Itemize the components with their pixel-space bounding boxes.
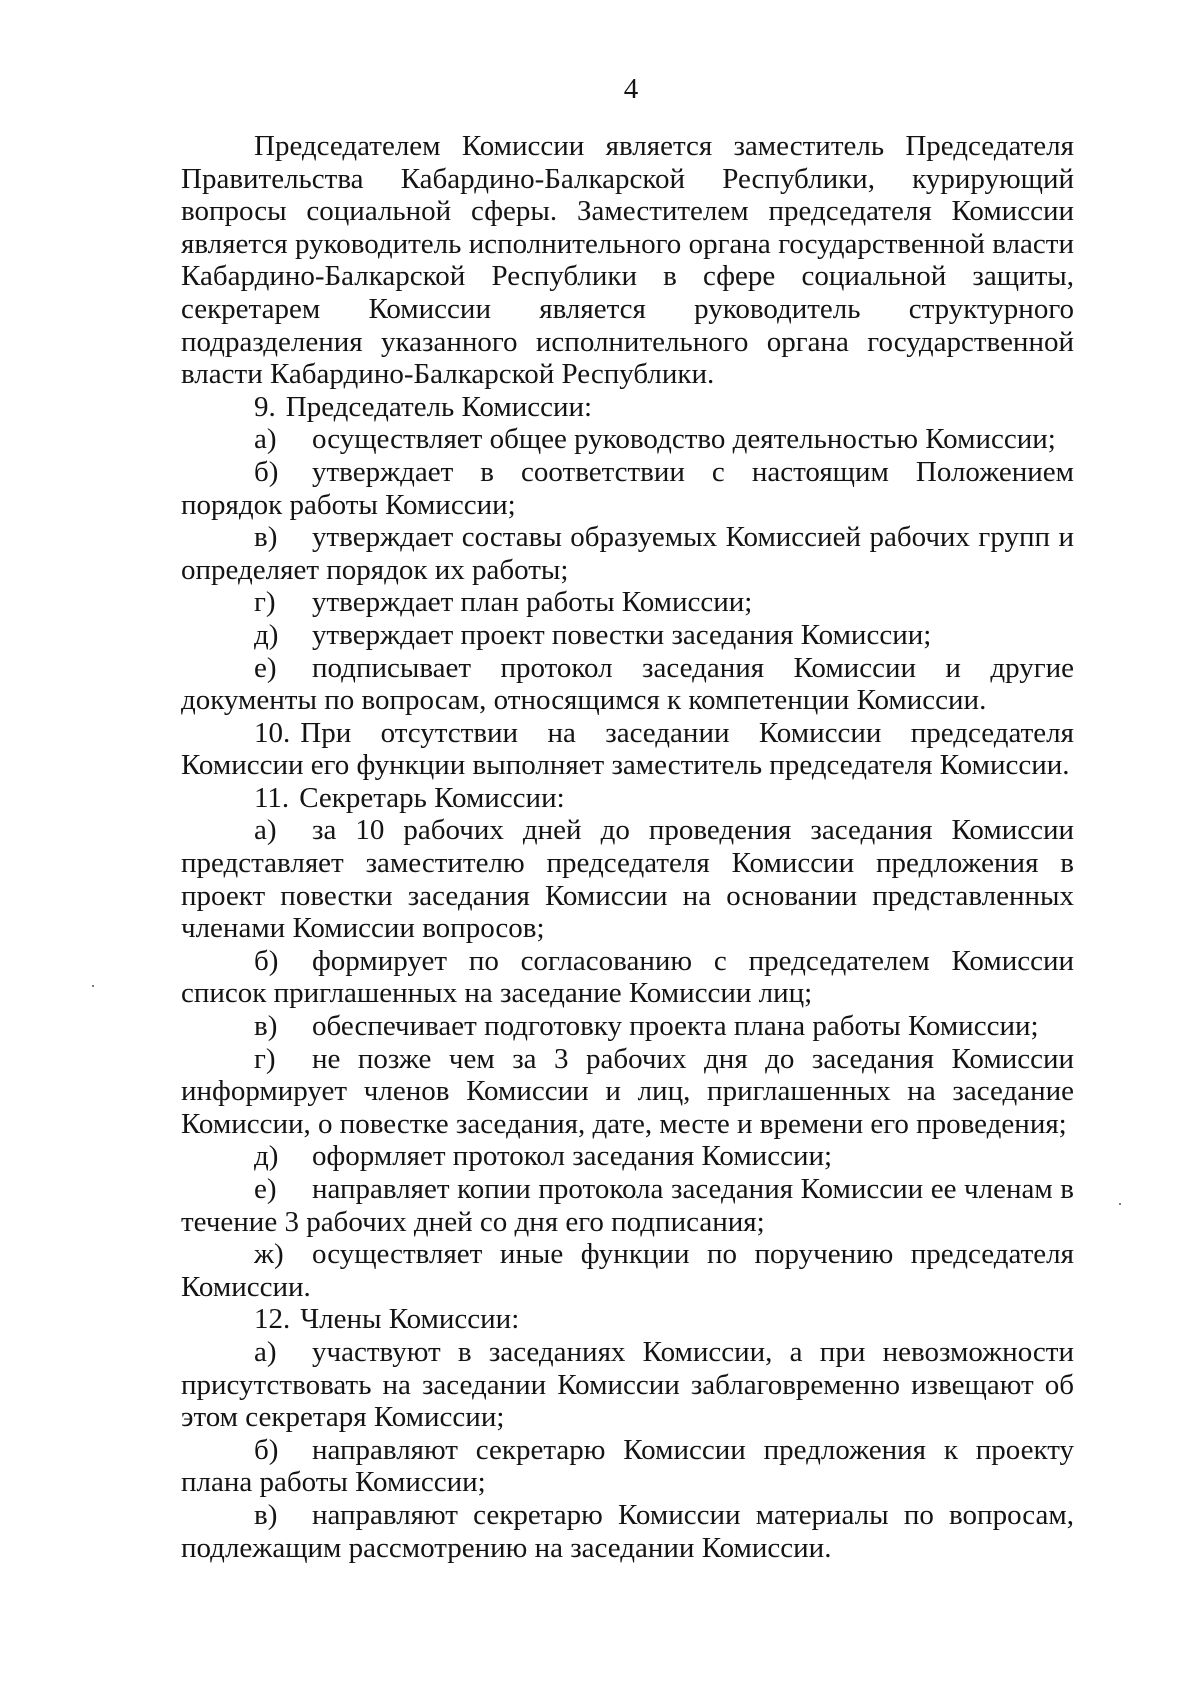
section-11-heading xyxy=(181,782,1074,815)
list-item-text: оформляет протокол заседания Комиссии; xyxy=(312,1140,833,1173)
section-number: 11. xyxy=(254,781,290,814)
list-item xyxy=(181,1010,1074,1043)
list-item xyxy=(181,1043,1074,1141)
list-item xyxy=(181,1499,1074,1564)
list-item-label: г) xyxy=(254,586,276,619)
section-number: 10. xyxy=(254,716,291,749)
list-item-text: утверждает проект повестки заседания Комиссии; xyxy=(312,618,932,651)
list-item-label: д) xyxy=(254,618,279,651)
section-heading-text: Члены Комиссии: xyxy=(300,1303,520,1336)
list-item-text: направляют секретарю Комиссии предложения к проекту плана работы Комиссии; xyxy=(181,1433,1074,1499)
list-item-text: обеспечивает подготовку проекта плана работы Комиссии; xyxy=(312,1010,1039,1043)
section-heading-text: Секретарь Комиссии: xyxy=(299,781,565,814)
list-item xyxy=(181,1238,1074,1303)
section-heading-text: Председатель Комиссии: xyxy=(285,390,593,423)
list-item-text: утверждает в соответствии с настоящим Положением порядок работы Комиссии; xyxy=(181,455,1074,521)
list-item-text: осуществляет иные функции по поручению председателя Комиссии. xyxy=(181,1238,1074,1303)
section-12-heading xyxy=(181,1303,1074,1336)
list-item-label: е) xyxy=(254,1173,277,1205)
list-item xyxy=(181,1173,1074,1238)
list-item-label: в) xyxy=(254,521,278,554)
list-item xyxy=(181,1336,1074,1434)
list-item-text: не позже чем за 3 рабочих дня до заседания Комиссии информирует членов Комиссии и лиц, приглашенных на заседание Комиссии, о повестке заседания, дате, месте и времени его проведения; xyxy=(181,1042,1074,1140)
list-item-text: утверждает составы образуемых Комиссией рабочих групп и определяет порядок их работы; xyxy=(181,521,1074,586)
list-item-text: участвуют в заседаниях Комиссии, а при невозможности присутствовать на заседании Комиссии заблаговременно извещают об этом секретаря Комиссии; xyxy=(181,1335,1074,1434)
list-item xyxy=(181,423,1074,456)
list-item-label: е) xyxy=(254,651,277,684)
list-item xyxy=(181,456,1074,521)
list-item-text: направляет копии протокола заседания Комиссии ее членам в течение 3 рабочих дней со дня его подписания; xyxy=(181,1173,1074,1238)
section-number: 12. xyxy=(254,1303,291,1336)
list-item-label: а) xyxy=(254,814,277,847)
list-item xyxy=(181,652,1074,717)
list-item xyxy=(181,945,1074,1010)
document-body xyxy=(181,130,1074,1564)
list-item-label: а) xyxy=(254,423,277,456)
list-item-label: а) xyxy=(254,1335,277,1368)
section-10 xyxy=(181,717,1074,782)
scan-speck xyxy=(92,985,94,987)
list-item-text: утверждает план работы Комиссии; xyxy=(312,586,753,619)
paragraph-text: Председателем Комиссии является заместитель Председателя Правительства Кабардино-Балкарской Республики, курирующий вопросы социальной сферы. Заместителем председателя Комиссии является руководитель исполнительного органа государственной власти Кабардино-Балкарской Республики в сфере социальной защиты, секретарем Комиссии является руководитель структурного подразделения указанного исполнительного органа государственной власти Кабардино-Балкарской Республики. xyxy=(181,130,1074,391)
list-item-label: б) xyxy=(254,1433,279,1466)
list-item xyxy=(181,619,1074,652)
list-item-text: формирует по согласованию с председателем Комиссии список приглашенных на заседание Комиссии лиц; xyxy=(181,944,1074,1010)
paragraph-chairman-composition xyxy=(181,130,1074,391)
section-number: 9. xyxy=(254,390,276,423)
list-item-text: направляют секретарю Комиссии материалы по вопросам, подлежащим рассмотрению на заседании Комиссии. xyxy=(181,1498,1074,1564)
list-item-text: осуществляет общее руководство деятельностью Комиссии; xyxy=(312,423,1056,456)
list-item-label: в) xyxy=(254,1010,278,1043)
list-item-label: б) xyxy=(254,455,279,488)
list-item-label: в) xyxy=(254,1498,278,1531)
list-item-text: подписывает протокол заседания Комиссии и другие документы по вопросам, относящимся к компетенции Комиссии. xyxy=(181,651,1074,717)
list-item-label: ж) xyxy=(254,1238,284,1271)
page-number: 4 xyxy=(623,73,639,105)
list-item xyxy=(181,586,1074,619)
list-item-label: д) xyxy=(254,1140,279,1173)
list-item xyxy=(181,1434,1074,1499)
list-item-text: за 10 рабочих дней до проведения заседания Комиссии представляет заместителю председателя Комиссии предложения в проект повестки заседания Комиссии на основании представленных членами Комиссии вопросов; xyxy=(181,814,1074,945)
list-item-label: б) xyxy=(254,944,279,977)
section-9-heading xyxy=(181,391,1074,424)
scan-speck xyxy=(1119,1203,1121,1205)
section-text: При отсутствии на заседании Комиссии председателя Комиссии его функции выполняет заместитель председателя Комиссии. xyxy=(181,716,1074,782)
list-item xyxy=(181,1140,1074,1173)
list-item xyxy=(181,814,1074,944)
list-item-label: г) xyxy=(254,1042,276,1075)
list-item xyxy=(181,521,1074,586)
